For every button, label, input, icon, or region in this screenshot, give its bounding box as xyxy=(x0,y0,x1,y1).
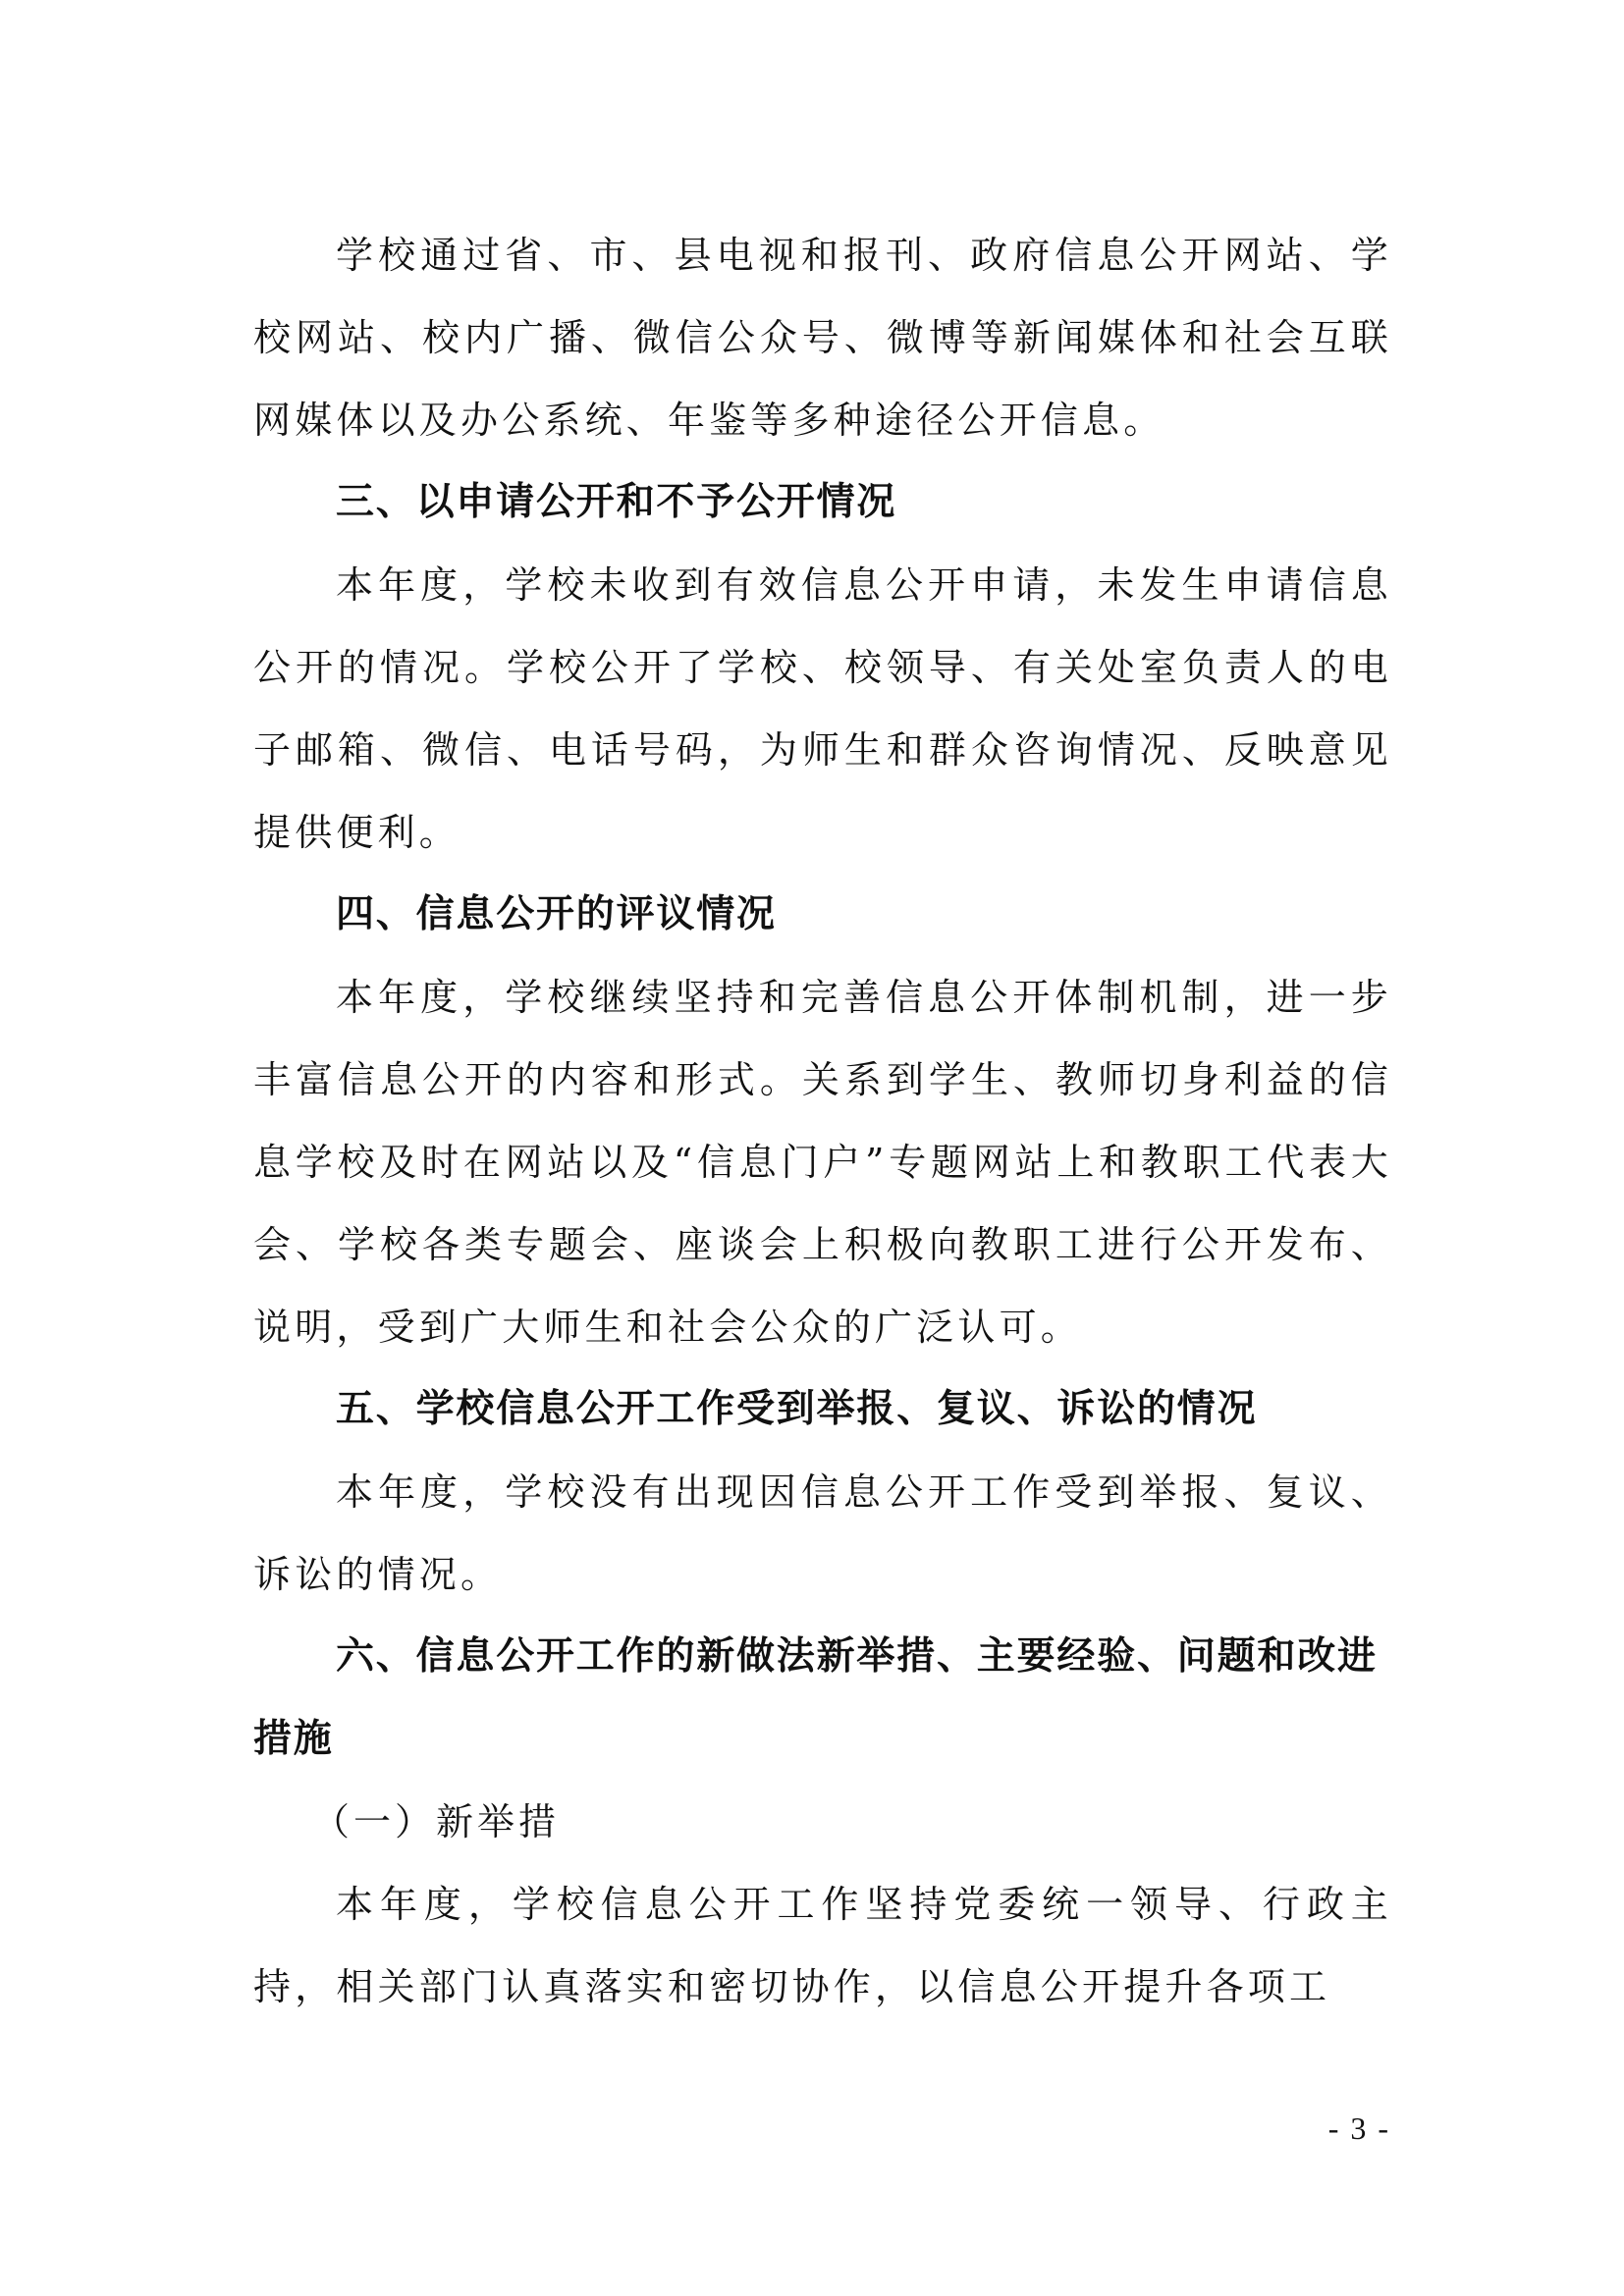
section-heading-4: 四、信息公开的评议情况 xyxy=(336,892,777,936)
paragraph-section-3: 本年度，学校未收到有效信息公开申请，未发生申请信息公开的情况。学校公开了学校、校领导、有关处室负责人的电子邮箱、微信、电话号码，为师生和群众咨询情况、反映意见提供便利。 xyxy=(253,563,1392,854)
paragraph-section-5: 本年度，学校没有出现因信息公开工作受到举报、复议、诉讼的情况。 xyxy=(253,1470,1392,1596)
subsection-heading-6-1: （一）新举措 xyxy=(312,1800,561,1843)
paragraph-section-4: 本年度，学校继续坚持和完善信息公开体制机制，进一步丰富信息公开的内容和形式。关系到学生、教师切身利益的信息学校及时在网站以及“信息门户”专题网站上和教职工代表大会、学校各类专题会、座谈会上积极向教职工进行公开发布、说明，受到广大师生和社会公众的广泛认可。 xyxy=(253,976,1392,1349)
page-number: - 3 - xyxy=(1327,2110,1390,2146)
section-heading-5: 五、学校信息公开工作受到举报、复议、诉讼的情况 xyxy=(336,1387,1258,1431)
paragraph-section-6-1: 本年度，学校信息公开工作坚持党委统一领导、行政主持，相关部门认真落实和密切协作，以信息公开提升各项工 xyxy=(253,1883,1392,2008)
section-heading-3: 三、以申请公开和不予公开情况 xyxy=(336,480,897,524)
paragraph-intro: 学校通过省、市、县电视和报刊、政府信息公开网站、学校网站、校内广播、微信公众号、微博等新闻媒体和社会互联网媒体以及办公系统、年鉴等多种途径公开信息。 xyxy=(253,234,1392,442)
section-heading-6: 六、信息公开工作的新做法新举措、主要经验、问题和改进措施 xyxy=(253,1634,1378,1761)
